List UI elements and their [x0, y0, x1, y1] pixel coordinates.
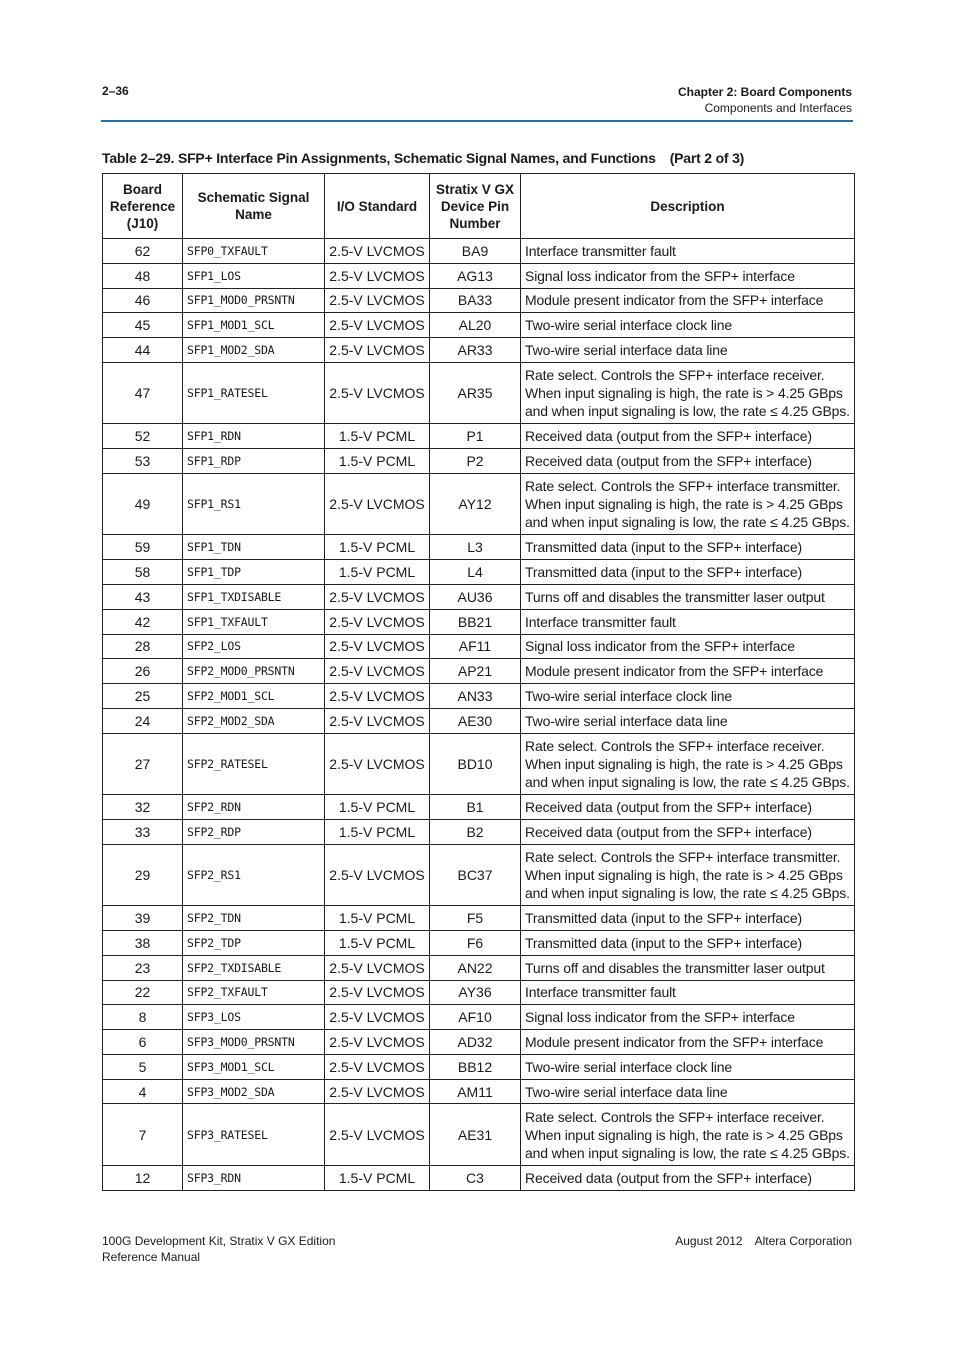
cell-signal-name: SFP1_RATESEL	[183, 362, 325, 423]
cell-io-standard: 2.5-V LVCMOS	[325, 1005, 430, 1030]
description-line: Received data (output from the SFP+ interface)	[525, 1169, 812, 1186]
cell-description	[521, 844, 855, 905]
cell-board-reference: 6	[103, 1030, 183, 1055]
cell-description	[521, 980, 855, 1005]
cell-signal-name: SFP2_TXDISABLE	[183, 955, 325, 980]
cell-io-standard: 2.5-V LVCMOS	[325, 634, 430, 659]
cell-device-pin: AN33	[430, 684, 521, 709]
cell-device-pin: AN22	[430, 955, 521, 980]
cell-signal-name: SFP2_LOS	[183, 634, 325, 659]
cell-description	[521, 609, 855, 634]
cell-description	[521, 473, 855, 534]
cell-board-reference: 44	[103, 338, 183, 363]
description-line: Received data (output from the SFP+ interface)	[525, 428, 812, 445]
cell-board-reference: 8	[103, 1005, 183, 1030]
cell-description	[521, 1165, 855, 1190]
table-row	[103, 844, 855, 905]
table-row	[103, 288, 855, 313]
cell-signal-name: SFP2_MOD0_PRSNTN	[183, 659, 325, 684]
description-line: When input signaling is high, the rate is > 4.25 GBps	[525, 866, 843, 883]
cell-signal-name: SFP1_RDN	[183, 424, 325, 449]
cell-board-reference: 49	[103, 473, 183, 534]
cell-device-pin: AE31	[430, 1104, 521, 1165]
cell-signal-name: SFP1_TXDISABLE	[183, 584, 325, 609]
table-row	[103, 449, 855, 474]
cell-device-pin: AY36	[430, 980, 521, 1005]
cell-description	[521, 584, 855, 609]
cell-description	[521, 795, 855, 820]
footer-product: 100G Development Kit, Stratix V GX Edition	[102, 1234, 336, 1248]
cell-description	[521, 239, 855, 264]
table-row	[103, 338, 855, 363]
table-row	[103, 584, 855, 609]
cell-io-standard: 2.5-V LVCMOS	[325, 684, 430, 709]
cell-board-reference: 24	[103, 708, 183, 733]
cell-io-standard: 2.5-V LVCMOS	[325, 1054, 430, 1079]
table-row	[103, 313, 855, 338]
description-line: Signal loss indicator from the SFP+ interface	[525, 1009, 795, 1026]
cell-signal-name: SFP2_TDN	[183, 906, 325, 931]
description-line: Received data (output from the SFP+ interface)	[525, 823, 812, 840]
description-line: and when input signaling is low, the rate ≤ 4.25 GBps.	[525, 773, 850, 790]
cell-board-reference: 32	[103, 795, 183, 820]
cell-signal-name: SFP2_TDP	[183, 930, 325, 955]
cell-io-standard: 2.5-V LVCMOS	[325, 659, 430, 684]
cell-description	[521, 362, 855, 423]
cell-board-reference: 29	[103, 844, 183, 905]
cell-io-standard: 2.5-V LVCMOS	[325, 844, 430, 905]
description-line: and when input signaling is low, the rate ≤ 4.25 GBps.	[525, 403, 850, 420]
cell-io-standard: 2.5-V LVCMOS	[325, 1030, 430, 1055]
cell-device-pin: BC37	[430, 844, 521, 905]
cell-signal-name: SFP3_MOD2_SDA	[183, 1079, 325, 1104]
cell-io-standard: 1.5-V PCML	[325, 449, 430, 474]
table-row	[103, 1104, 855, 1165]
description-line: Rate select. Controls the SFP+ interface transmitter.	[525, 848, 841, 865]
table-header-row	[103, 174, 855, 239]
cell-description	[521, 1104, 855, 1165]
cell-board-reference: 7	[103, 1104, 183, 1165]
table-body	[103, 239, 855, 1191]
cell-device-pin: F5	[430, 906, 521, 931]
cell-io-standard: 2.5-V LVCMOS	[325, 313, 430, 338]
description-line: Two-wire serial interface data line	[525, 712, 728, 729]
cell-description	[521, 819, 855, 844]
table-row	[103, 955, 855, 980]
cell-io-standard: 1.5-V PCML	[325, 795, 430, 820]
description-line: Two-wire serial interface clock line	[525, 317, 733, 334]
cell-description	[521, 733, 855, 794]
description-line: Signal loss indicator from the SFP+ interface	[525, 267, 795, 284]
cell-signal-name: SFP3_MOD1_SCL	[183, 1054, 325, 1079]
cell-board-reference: 62	[103, 239, 183, 264]
running-header	[678, 84, 852, 116]
cell-io-standard: 2.5-V LVCMOS	[325, 473, 430, 534]
cell-signal-name: SFP1_LOS	[183, 263, 325, 288]
cell-io-standard: 2.5-V LVCMOS	[325, 288, 430, 313]
table-row	[103, 609, 855, 634]
cell-signal-name: SFP3_LOS	[183, 1005, 325, 1030]
cell-io-standard: 1.5-V PCML	[325, 560, 430, 585]
cell-io-standard: 2.5-V LVCMOS	[325, 708, 430, 733]
cell-device-pin: L3	[430, 535, 521, 560]
cell-board-reference: 12	[103, 1165, 183, 1190]
cell-io-standard: 1.5-V PCML	[325, 424, 430, 449]
description-line: Interface transmitter fault	[525, 984, 676, 1001]
description-line: Rate select. Controls the SFP+ interface transmitter.	[525, 478, 841, 495]
cell-device-pin: AF11	[430, 634, 521, 659]
cell-device-pin: AU36	[430, 584, 521, 609]
cell-io-standard: 2.5-V LVCMOS	[325, 733, 430, 794]
table-row	[103, 1079, 855, 1104]
table-row	[103, 980, 855, 1005]
cell-io-standard: 2.5-V LVCMOS	[325, 955, 430, 980]
table-row	[103, 239, 855, 264]
cell-signal-name: SFP1_MOD2_SDA	[183, 338, 325, 363]
table-row	[103, 906, 855, 931]
table-row	[103, 424, 855, 449]
table-row	[103, 795, 855, 820]
cell-description	[521, 684, 855, 709]
cell-board-reference: 26	[103, 659, 183, 684]
table-caption: Table 2–29. SFP+ Interface Pin Assignments, Schematic Signal Names, and Functions	[102, 150, 656, 166]
cell-signal-name: SFP1_TXFAULT	[183, 609, 325, 634]
cell-io-standard: 2.5-V LVCMOS	[325, 263, 430, 288]
page-number: 2–36	[102, 84, 129, 98]
cell-io-standard: 2.5-V LVCMOS	[325, 980, 430, 1005]
cell-device-pin: BA9	[430, 239, 521, 264]
table-row	[103, 1005, 855, 1030]
cell-board-reference: 33	[103, 819, 183, 844]
table-row	[103, 1165, 855, 1190]
cell-board-reference: 43	[103, 584, 183, 609]
column-header-signal-name: Schematic Signal Name	[183, 174, 325, 239]
cell-signal-name: SFP2_TXFAULT	[183, 980, 325, 1005]
cell-device-pin: L4	[430, 560, 521, 585]
cell-io-standard: 2.5-V LVCMOS	[325, 1079, 430, 1104]
cell-description	[521, 659, 855, 684]
description-line: Two-wire serial interface data line	[525, 342, 728, 359]
table-row	[103, 560, 855, 585]
cell-description	[521, 930, 855, 955]
cell-board-reference: 59	[103, 535, 183, 560]
description-line: Rate select. Controls the SFP+ interface receiver.	[525, 737, 825, 754]
cell-signal-name: SFP1_TDN	[183, 535, 325, 560]
cell-board-reference: 4	[103, 1079, 183, 1104]
cell-board-reference: 45	[103, 313, 183, 338]
cell-device-pin: AE30	[430, 708, 521, 733]
cell-device-pin: AD32	[430, 1030, 521, 1055]
cell-board-reference: 23	[103, 955, 183, 980]
table-row	[103, 708, 855, 733]
chapter-title: Chapter 2: Board Components	[677, 85, 852, 99]
cell-board-reference: 5	[103, 1054, 183, 1079]
cell-io-standard: 1.5-V PCML	[325, 906, 430, 931]
cell-description	[521, 1079, 855, 1104]
cell-board-reference: 58	[103, 560, 183, 585]
cell-signal-name: SFP3_RDN	[183, 1165, 325, 1190]
cell-board-reference: 22	[103, 980, 183, 1005]
description-line: Signal loss indicator from the SFP+ interface	[525, 638, 795, 655]
cell-description	[521, 708, 855, 733]
table-row	[103, 634, 855, 659]
table-row	[103, 535, 855, 560]
column-header-description: Description	[521, 174, 855, 239]
cell-signal-name: SFP3_RATESEL	[183, 1104, 325, 1165]
cell-device-pin: AR35	[430, 362, 521, 423]
section-title: Components and Interfaces	[704, 101, 852, 115]
cell-board-reference: 52	[103, 424, 183, 449]
cell-board-reference: 28	[103, 634, 183, 659]
cell-description	[521, 1054, 855, 1079]
cell-description	[521, 338, 855, 363]
cell-signal-name: SFP1_RDP	[183, 449, 325, 474]
description-line: and when input signaling is low, the rate ≤ 4.25 GBps.	[525, 884, 850, 901]
description-line: Turns off and disables the transmitter laser output	[525, 959, 825, 976]
cell-device-pin: P2	[430, 449, 521, 474]
description-line: Interface transmitter fault	[525, 242, 676, 259]
description-line: and when input signaling is low, the rate ≤ 4.25 GBps.	[525, 1144, 850, 1161]
cell-io-standard: 2.5-V LVCMOS	[325, 239, 430, 264]
footer-left	[102, 1233, 335, 1265]
table-row	[103, 1030, 855, 1055]
table-row	[103, 1054, 855, 1079]
cell-description	[521, 634, 855, 659]
cell-signal-name: SFP3_MOD0_PRSNTN	[183, 1030, 325, 1055]
table-row	[103, 362, 855, 423]
cell-board-reference: 48	[103, 263, 183, 288]
cell-device-pin: B2	[430, 819, 521, 844]
table-part: (Part 2 of 3)	[669, 150, 745, 166]
table-row	[103, 733, 855, 794]
cell-board-reference: 47	[103, 362, 183, 423]
cell-io-standard: 1.5-V PCML	[325, 535, 430, 560]
cell-signal-name: SFP1_MOD0_PRSNTN	[183, 288, 325, 313]
description-line: Rate select. Controls the SFP+ interface receiver.	[525, 1108, 825, 1125]
cell-signal-name: SFP1_MOD1_SCL	[183, 313, 325, 338]
cell-io-standard: 1.5-V PCML	[325, 930, 430, 955]
cell-io-standard: 1.5-V PCML	[325, 819, 430, 844]
cell-device-pin: AY12	[430, 473, 521, 534]
cell-signal-name: SFP2_MOD1_SCL	[183, 684, 325, 709]
description-line: Transmitted data (input to the SFP+ interface)	[525, 539, 802, 556]
description-line: Two-wire serial interface data line	[525, 1083, 728, 1100]
cell-description	[521, 1030, 855, 1055]
cell-io-standard: 2.5-V LVCMOS	[325, 609, 430, 634]
cell-board-reference: 39	[103, 906, 183, 931]
cell-board-reference: 53	[103, 449, 183, 474]
description-line: When input signaling is high, the rate is > 4.25 GBps	[525, 1126, 843, 1143]
description-line: and when input signaling is low, the rate ≤ 4.25 GBps.	[525, 514, 850, 531]
cell-signal-name: SFP0_TXFAULT	[183, 239, 325, 264]
table-row	[103, 659, 855, 684]
cell-io-standard: 1.5-V PCML	[325, 1165, 430, 1190]
cell-board-reference: 25	[103, 684, 183, 709]
description-line: Rate select. Controls the SFP+ interface receiver.	[525, 367, 825, 384]
table-row	[103, 263, 855, 288]
column-header-device-pin: Stratix V GX Device Pin Number	[430, 174, 521, 239]
cell-description	[521, 560, 855, 585]
footer-right	[675, 1233, 852, 1249]
description-line: Received data (output from the SFP+ interface)	[525, 799, 812, 816]
description-line: Module present indicator from the SFP+ interface	[525, 663, 824, 680]
description-line: When input signaling is high, the rate is > 4.25 GBps	[525, 755, 843, 772]
cell-device-pin: BA33	[430, 288, 521, 313]
cell-description	[521, 535, 855, 560]
cell-description	[521, 955, 855, 980]
cell-description	[521, 424, 855, 449]
cell-device-pin: B1	[430, 795, 521, 820]
cell-io-standard: 2.5-V LVCMOS	[325, 584, 430, 609]
table-row	[103, 930, 855, 955]
description-line: Transmitted data (input to the SFP+ interface)	[525, 910, 802, 926]
cell-signal-name: SFP1_RS1	[183, 473, 325, 534]
description-line: Turns off and disables the transmitter laser output	[525, 588, 825, 605]
cell-device-pin: AF10	[430, 1005, 521, 1030]
footer-doc-type: Reference Manual	[102, 1250, 201, 1264]
cell-io-standard: 2.5-V LVCMOS	[325, 362, 430, 423]
cell-signal-name: SFP2_RATESEL	[183, 733, 325, 794]
cell-signal-name: SFP2_RDP	[183, 819, 325, 844]
cell-io-standard: 2.5-V LVCMOS	[325, 1104, 430, 1165]
cell-device-pin: BD10	[430, 733, 521, 794]
column-header-board-reference: Board Reference (J10)	[103, 174, 183, 239]
table-row	[103, 819, 855, 844]
footer-date: August 2012	[675, 1234, 743, 1248]
cell-device-pin: AM11	[430, 1079, 521, 1104]
cell-device-pin: AL20	[430, 313, 521, 338]
cell-board-reference: 46	[103, 288, 183, 313]
cell-description	[521, 1005, 855, 1030]
description-line: Transmitted data (input to the SFP+ interface)	[525, 934, 802, 951]
cell-device-pin: AP21	[430, 659, 521, 684]
cell-board-reference: 38	[103, 930, 183, 955]
cell-device-pin: C3	[430, 1165, 521, 1190]
cell-description	[521, 263, 855, 288]
description-line: Received data (output from the SFP+ interface)	[525, 453, 812, 470]
column-header-io-standard: I/O Standard	[325, 174, 430, 239]
cell-device-pin: BB12	[430, 1054, 521, 1079]
header-rule	[101, 120, 853, 122]
description-line: Transmitted data (input to the SFP+ interface)	[525, 564, 802, 581]
footer-company: Altera Corporation	[754, 1234, 852, 1248]
cell-description	[521, 906, 855, 931]
cell-device-pin: AR33	[430, 338, 521, 363]
pin-assignment-table	[102, 173, 855, 1191]
description-line: Two-wire serial interface clock line	[525, 1058, 733, 1075]
description-line: Module present indicator from the SFP+ interface	[525, 292, 824, 309]
cell-description	[521, 313, 855, 338]
cell-description	[521, 449, 855, 474]
table-row	[103, 684, 855, 709]
table-title	[102, 150, 744, 166]
description-line: When input signaling is high, the rate is > 4.25 GBps	[525, 385, 843, 402]
cell-description	[521, 288, 855, 313]
table-row	[103, 473, 855, 534]
description-line: When input signaling is high, the rate is > 4.25 GBps	[525, 496, 843, 513]
cell-board-reference: 42	[103, 609, 183, 634]
cell-board-reference: 27	[103, 733, 183, 794]
cell-signal-name: SFP2_RDN	[183, 795, 325, 820]
cell-device-pin: AG13	[430, 263, 521, 288]
description-line: Module present indicator from the SFP+ interface	[525, 1033, 824, 1050]
cell-signal-name: SFP2_MOD2_SDA	[183, 708, 325, 733]
cell-io-standard: 2.5-V LVCMOS	[325, 338, 430, 363]
description-line: Two-wire serial interface clock line	[525, 688, 733, 705]
cell-device-pin: BB21	[430, 609, 521, 634]
description-line: Interface transmitter fault	[525, 613, 676, 630]
cell-device-pin: P1	[430, 424, 521, 449]
cell-signal-name: SFP2_RS1	[183, 844, 325, 905]
cell-signal-name: SFP1_TDP	[183, 560, 325, 585]
cell-device-pin: F6	[430, 930, 521, 955]
